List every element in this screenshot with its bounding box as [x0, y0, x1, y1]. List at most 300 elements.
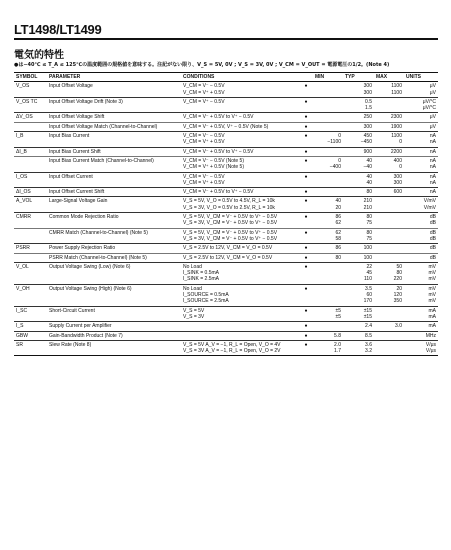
- conditions-cell: [181, 132, 299, 148]
- units-cell: [404, 331, 438, 340]
- table-row: [14, 322, 438, 331]
- units-cell-line: V/mV: [423, 204, 436, 211]
- section-title: 電気的特性: [14, 50, 64, 61]
- typ-cell-line: 80: [366, 189, 372, 196]
- min-cell: [313, 340, 343, 356]
- typ-cell-line: 170: [363, 298, 372, 305]
- min-cell-line: [315, 298, 341, 304]
- table-row: [14, 147, 438, 156]
- units-cell-line: nA: [429, 179, 436, 186]
- max-cell: [374, 213, 404, 229]
- conditions-cell-line: V_CM = V⁻ − 0.5V: [183, 133, 225, 140]
- symbol-cell: V_OH: [14, 284, 47, 306]
- min-cell: [313, 122, 343, 131]
- units-cell: [404, 340, 438, 356]
- table-row: [14, 284, 438, 306]
- table-row: [14, 213, 438, 229]
- units-cell-line: nA: [429, 173, 436, 180]
- units-cell: [404, 188, 438, 197]
- typ-cell-line: −40: [363, 164, 372, 171]
- min-cell-line: [315, 114, 341, 120]
- symbol-cell: CMRR: [14, 213, 47, 229]
- typ-cell-line: −450: [360, 139, 372, 146]
- units-cell-line: μV: [429, 83, 436, 90]
- max-cell-line: [376, 255, 402, 261]
- conditions-cell: [181, 306, 299, 322]
- symbol-cell: I_B: [14, 132, 47, 148]
- conditions-cell-line: I_SOURCE = 0.5mA: [183, 292, 229, 299]
- table-row: [14, 244, 438, 253]
- conditions-cell-line: V_S = 2.5V to 12V, V_CM = V_O = 0.5V: [183, 254, 273, 261]
- symbol-cell: I_S: [14, 322, 47, 331]
- typ-cell-line: 100: [363, 245, 372, 252]
- typ-cell: [343, 188, 374, 197]
- units-cell: [404, 113, 438, 122]
- parameter-cell: Input Offset Voltage Match (Channel-to-Channel): [47, 122, 181, 131]
- conditions-cell-line: V_CM = V⁻ + 0.5V to V⁺ − 0.5V: [183, 114, 254, 121]
- symbol-cell: [14, 122, 47, 131]
- symbol-cell: ΔI_B: [14, 147, 47, 156]
- conditions-cell: [181, 82, 299, 98]
- max-cell-line: [376, 348, 402, 354]
- typ-cell: [343, 113, 374, 122]
- symbol-cell: [14, 228, 47, 244]
- max-cell-line: [376, 220, 402, 226]
- table-row: [14, 262, 438, 284]
- table-body: [14, 82, 438, 356]
- min-cell: [313, 322, 343, 331]
- units-cell: [404, 253, 438, 262]
- units-cell-line: nA: [429, 189, 436, 196]
- min-cell-line: 5.8: [334, 332, 341, 339]
- table-row: [14, 331, 438, 340]
- conditions-cell-line: V_CM = V⁺ + 0.5V: [183, 139, 225, 146]
- conditions-cell-line: V_CM = V⁻ + 0.5V to V⁺ − 0.5V: [183, 189, 254, 196]
- part-number: LT1498/LT1499: [14, 22, 102, 37]
- temperature-bullet-icon: ●: [299, 262, 313, 284]
- units-cell-line: mV: [428, 292, 436, 299]
- typ-cell-line: 60: [366, 292, 372, 299]
- typ-cell: [343, 213, 374, 229]
- typ-cell-line: 40: [366, 157, 372, 164]
- max-cell: [374, 147, 404, 156]
- min-cell: [313, 228, 343, 244]
- temperature-bullet-icon: ●: [299, 228, 313, 244]
- typ-cell: [343, 262, 374, 284]
- typ-cell-line: 3.5: [365, 285, 372, 292]
- header-conditions: CONDITIONS: [181, 73, 299, 82]
- typ-cell-line: 80: [366, 214, 372, 221]
- typ-cell-line: 22: [366, 263, 372, 270]
- min-cell: [313, 284, 343, 306]
- typ-cell: [343, 97, 374, 113]
- parameter-cell: Short-Circuit Current: [47, 306, 181, 322]
- min-cell-line: 1.7: [334, 348, 341, 355]
- max-cell: [374, 97, 404, 113]
- conditions-cell-line: V_S = 3V, V_CM = V⁻ + 0.5V to V⁺ − 0.5V: [183, 235, 278, 242]
- units-cell-line: dB: [429, 235, 436, 242]
- conditions-cell-line: No Load: [183, 263, 202, 270]
- temperature-bullet-icon: ●: [299, 113, 313, 122]
- min-cell: [313, 82, 343, 98]
- max-cell-line: 1100: [391, 133, 402, 140]
- temperature-bullet-icon: ●: [299, 244, 313, 253]
- parameter-cell: Input Offset Voltage Drift (Note 3): [47, 97, 181, 113]
- units-cell: [404, 122, 438, 131]
- typ-cell-line: 0.5: [365, 98, 372, 105]
- units-cell-line: nA: [429, 157, 436, 164]
- min-cell-line: [315, 180, 341, 186]
- conditions-cell-line: V_CM = V⁻ − 0.5V: [183, 173, 225, 180]
- min-cell: [313, 172, 343, 188]
- conditions-cell: [181, 340, 299, 356]
- conditions-cell-line: V_CM = V⁻ + 0.5V to V⁺ − 0.5V: [183, 148, 254, 155]
- typ-cell-line: 110: [364, 276, 372, 283]
- table-row: [14, 172, 438, 188]
- typ-cell-line: 80: [366, 229, 372, 236]
- units-cell-line: mV: [428, 263, 436, 270]
- parameter-cell: Input Offset Voltage Shift: [47, 113, 181, 122]
- min-cell-line: −400: [329, 164, 341, 171]
- parameter-cell: Input Bias Current: [47, 132, 181, 148]
- min-cell-line: [315, 149, 341, 155]
- max-cell-line: 600: [393, 189, 402, 196]
- max-cell-line: [376, 333, 402, 339]
- condition-note: ●は−40℃ ≤ T_A ≤ 125℃の温度範囲の規格値を意味する。注記がない限り、V_S = 5V, 0V ; V_S = 3V, 0V ; V_CM = V_OUT = 電源電圧の1/2。(Note 4): [14, 62, 390, 68]
- conditions-cell: [181, 188, 299, 197]
- conditions-cell: [181, 213, 299, 229]
- temperature-bullet-icon: ●: [299, 340, 313, 356]
- typ-cell: [343, 82, 374, 98]
- max-cell-line: 1100: [391, 83, 402, 90]
- max-cell-line: 20: [396, 285, 402, 292]
- temperature-bullet-icon: ●: [299, 147, 313, 156]
- min-cell: [313, 197, 343, 213]
- typ-cell-line: 300: [363, 123, 372, 130]
- symbol-cell: I_SC: [14, 306, 47, 322]
- header-symbol: SYMBOL: [14, 73, 47, 82]
- conditions-cell: [181, 322, 299, 331]
- units-cell-line: mA: [428, 307, 436, 314]
- table-row: [14, 197, 438, 213]
- table-row: [14, 113, 438, 122]
- max-cell: [374, 284, 404, 306]
- conditions-cell: [181, 97, 299, 113]
- table-row: [14, 188, 438, 197]
- max-cell: [374, 156, 404, 172]
- temperature-bullet-icon: ●: [299, 132, 313, 148]
- typ-cell-line: 75: [366, 235, 372, 242]
- max-cell-line: 1900: [390, 123, 402, 130]
- conditions-cell-line: V_S = 2.5V to 12V, V_CM = V_O = 0.5V: [183, 245, 273, 252]
- typ-cell: [343, 244, 374, 253]
- parameter-cell: PSRR Match (Channel-to-Channel) (Note 5): [47, 253, 181, 262]
- min-cell-line: [315, 105, 341, 111]
- max-cell: [374, 331, 404, 340]
- typ-cell: [343, 306, 374, 322]
- parameter-cell: Gain-Bandwidth Product (Note 7): [47, 331, 181, 340]
- typ-cell-line: ±15: [363, 313, 372, 320]
- units-cell: [404, 82, 438, 98]
- units-cell-line: V/μs: [425, 341, 436, 348]
- min-cell-line: [315, 323, 341, 329]
- typ-cell-line: 100: [363, 254, 372, 261]
- max-cell: [374, 82, 404, 98]
- typ-cell: [343, 322, 374, 331]
- conditions-cell-line: V_CM = V⁺ + 0.5V (Note 5): [183, 164, 244, 171]
- typ-cell: [343, 284, 374, 306]
- min-cell-line: 62: [335, 220, 341, 227]
- units-cell-line: μV: [429, 123, 436, 130]
- units-cell-line: mV: [428, 285, 436, 292]
- units-cell-line: MHz: [425, 332, 436, 339]
- min-cell: [313, 331, 343, 340]
- units-cell-line: dB: [429, 214, 436, 221]
- max-cell-line: 2300: [390, 114, 402, 121]
- max-cell: [374, 244, 404, 253]
- conditions-cell: [181, 197, 299, 213]
- typ-cell-line: 3.2: [365, 348, 372, 355]
- temperature-bullet-icon: ●: [299, 188, 313, 197]
- min-cell: [313, 262, 343, 284]
- table-row: [14, 228, 438, 244]
- typ-cell-line: 40: [366, 173, 372, 180]
- temperature-bullet-icon: ●: [299, 306, 313, 322]
- max-cell-line: [376, 245, 402, 251]
- temperature-bullet-icon: ●: [299, 156, 313, 172]
- temperature-bullet-icon: ●: [299, 172, 313, 188]
- conditions-cell: [181, 228, 299, 244]
- max-cell-line: 0: [399, 164, 402, 171]
- max-cell: [374, 132, 404, 148]
- table-row: [14, 122, 438, 131]
- units-cell: [404, 244, 438, 253]
- units-cell-line: mA: [428, 313, 436, 320]
- symbol-cell: ΔI_OS: [14, 188, 47, 197]
- conditions-cell: [181, 147, 299, 156]
- units-cell-line: dB: [429, 254, 436, 261]
- parameter-cell: Input Offset Current: [47, 172, 181, 188]
- typ-cell-line: 900: [363, 148, 372, 155]
- max-cell: [374, 228, 404, 244]
- parameter-cell: Power Supply Rejection Ratio: [47, 244, 181, 253]
- parameter-cell: Output Voltage Swing (Low) (Note 6): [47, 262, 181, 284]
- min-cell: [313, 156, 343, 172]
- max-cell-line: 50: [396, 263, 402, 270]
- conditions-cell-line: V_CM = V⁻ − 0.5V (Note 5): [183, 157, 244, 164]
- units-cell-line: μV: [429, 114, 436, 121]
- units-cell-line: mV: [428, 270, 436, 277]
- max-cell-line: 80: [396, 270, 402, 277]
- units-cell-line: mV: [428, 298, 436, 305]
- typ-cell-line: 75: [366, 220, 372, 227]
- symbol-cell: [14, 253, 47, 262]
- min-cell: [313, 147, 343, 156]
- max-cell: [374, 197, 404, 213]
- typ-cell: [343, 147, 374, 156]
- units-cell-line: dB: [429, 220, 436, 227]
- temperature-bullet-icon: ●: [299, 97, 313, 113]
- typ-cell-line: ±15: [363, 307, 372, 314]
- units-cell: [404, 306, 438, 322]
- max-cell-line: [376, 236, 402, 242]
- units-cell-line: V/mV: [423, 198, 436, 205]
- max-cell-line: 1100: [391, 89, 402, 96]
- typ-cell-line: 450: [363, 133, 372, 140]
- header-typ: TYP: [343, 73, 374, 82]
- max-cell-line: 0: [399, 139, 402, 146]
- table-row: [14, 253, 438, 262]
- max-cell-line: 300: [393, 173, 402, 180]
- typ-cell-line: 40: [366, 179, 372, 186]
- max-cell: [374, 253, 404, 262]
- units-cell-line: μV/°C: [422, 98, 436, 105]
- units-cell: [404, 197, 438, 213]
- min-cell-line: 86: [335, 245, 341, 252]
- symbol-cell: [14, 156, 47, 172]
- typ-cell-line: 300: [363, 83, 372, 90]
- max-cell: [374, 188, 404, 197]
- conditions-cell-line: V_CM = V⁺ − 0.5V: [183, 98, 225, 105]
- typ-cell: [343, 228, 374, 244]
- conditions-cell: [181, 244, 299, 253]
- table-row: [14, 97, 438, 113]
- min-cell-line: ±5: [335, 313, 341, 320]
- parameter-cell: CMRR Match (Channel-to-Channel) (Note 5): [47, 228, 181, 244]
- min-cell: [313, 97, 343, 113]
- max-cell-line: [376, 205, 402, 211]
- parameter-cell: Input Offset Voltage: [47, 82, 181, 98]
- min-cell: [313, 253, 343, 262]
- units-cell: [404, 156, 438, 172]
- typ-cell-line: 8.5: [365, 332, 372, 339]
- conditions-cell-line: V_S = 3V: [183, 313, 205, 320]
- units-cell-line: μV: [429, 89, 436, 96]
- units-cell: [404, 147, 438, 156]
- min-cell-line: [315, 189, 341, 195]
- max-cell-line: 3.0: [395, 323, 402, 330]
- units-cell-line: dB: [429, 229, 436, 236]
- min-cell-line: 80: [335, 254, 341, 261]
- max-cell: [374, 172, 404, 188]
- parameter-cell: Supply Current per Amplifier: [47, 322, 181, 331]
- conditions-cell-line: V_S = 5V, V_O = 0.5V to 4.5V, R_L = 10k: [183, 198, 275, 205]
- units-cell: [404, 172, 438, 188]
- min-cell-line: [315, 90, 341, 96]
- min-cell: [313, 244, 343, 253]
- min-cell-line: 40: [335, 198, 341, 205]
- max-cell-line: 300: [393, 179, 402, 186]
- header-max: MAX: [374, 73, 404, 82]
- symbol-cell: A_VOL: [14, 197, 47, 213]
- temperature-bullet-icon: ●: [299, 322, 313, 331]
- units-cell: [404, 284, 438, 306]
- typ-cell: [343, 122, 374, 131]
- electrical-characteristics-table: [14, 72, 438, 356]
- parameter-cell: Slew Rate (Note 8): [47, 340, 181, 356]
- units-cell: [404, 97, 438, 113]
- parameter-cell: Input Offset Current Shift: [47, 188, 181, 197]
- min-cell: [313, 113, 343, 122]
- temperature-bullet-icon: ●: [299, 331, 313, 340]
- typ-cell: [343, 253, 374, 262]
- typ-cell: [343, 340, 374, 356]
- conditions-cell-line: I_SOURCE = 2.5mA: [183, 298, 229, 305]
- conditions-cell-line: V_S = 5V, V_CM = V⁻ + 0.5V to V⁺ − 0.5V: [183, 214, 278, 221]
- conditions-cell-line: V_CM = V⁺ + 0.5V: [183, 89, 225, 96]
- units-cell-line: mA: [428, 323, 436, 330]
- min-cell-line: −1100: [327, 139, 341, 146]
- min-cell-line: 58: [335, 235, 341, 242]
- typ-cell-line: 1.5: [365, 105, 372, 112]
- units-cell: [404, 213, 438, 229]
- header-bullet: [299, 73, 313, 82]
- units-cell-line: mV: [428, 276, 436, 283]
- table-header-row: [14, 73, 438, 82]
- temperature-bullet-icon: ●: [299, 213, 313, 229]
- min-cell-line: ±5: [335, 307, 341, 314]
- max-cell-line: 220: [393, 276, 402, 283]
- min-cell-line: 62: [335, 229, 341, 236]
- header-rule: [14, 38, 438, 40]
- typ-cell-line: 2.4: [365, 323, 372, 330]
- conditions-cell: [181, 172, 299, 188]
- units-cell-line: nA: [429, 133, 436, 140]
- temperature-bullet-icon: ●: [299, 122, 313, 131]
- min-cell-line: 0: [338, 157, 341, 164]
- conditions-cell: [181, 122, 299, 131]
- max-cell-line: 400: [393, 157, 402, 164]
- parameter-cell: Input Bias Current Match (Channel-to-Channel): [47, 156, 181, 172]
- max-cell-line: [376, 105, 402, 111]
- conditions-cell-line: V_CM = V⁺ + 0.5V: [183, 179, 225, 186]
- conditions-cell-line: V_S = 5V A_V = −1, R_L = Open, V_O = 4V: [183, 341, 281, 348]
- max-cell: [374, 262, 404, 284]
- typ-cell: [343, 197, 374, 213]
- min-cell: [313, 213, 343, 229]
- units-cell-line: nA: [429, 148, 436, 155]
- min-cell: [313, 188, 343, 197]
- conditions-cell: [181, 284, 299, 306]
- conditions-cell: [181, 113, 299, 122]
- min-cell-line: 20: [335, 204, 341, 211]
- max-cell-line: 2200: [390, 148, 402, 155]
- conditions-cell-line: V_S = 5V, V_CM = V⁻ + 0.5V to V⁺ − 0.5V: [183, 229, 278, 236]
- conditions-cell-line: I_SINK = 0.5mA: [183, 270, 219, 277]
- min-cell-line: 0: [338, 133, 341, 140]
- max-cell: [374, 122, 404, 131]
- units-cell-line: μV/°C: [422, 105, 436, 112]
- units-cell-line: V/μs: [425, 348, 436, 355]
- min-cell-line: [315, 124, 341, 130]
- parameter-cell: Input Bias Current Shift: [47, 147, 181, 156]
- parameter-cell: Output Voltage Swing (High) (Note 6): [47, 284, 181, 306]
- temperature-bullet-icon: ●: [299, 82, 313, 98]
- page-header: [14, 22, 438, 37]
- conditions-cell-line: I_SINK = 2.5mA: [183, 276, 219, 283]
- units-cell-line: nA: [429, 164, 436, 171]
- symbol-cell: V_OL: [14, 262, 47, 284]
- table-row: [14, 82, 438, 98]
- symbol-cell: I_OS: [14, 172, 47, 188]
- header-min: MIN: [313, 73, 343, 82]
- symbol-cell: ΔV_OS: [14, 113, 47, 122]
- typ-cell-line: 210: [363, 204, 372, 211]
- typ-cell: [343, 132, 374, 148]
- min-cell-line: 86: [335, 214, 341, 221]
- conditions-cell: [181, 253, 299, 262]
- conditions-cell-line: V_S = 5V: [183, 307, 205, 314]
